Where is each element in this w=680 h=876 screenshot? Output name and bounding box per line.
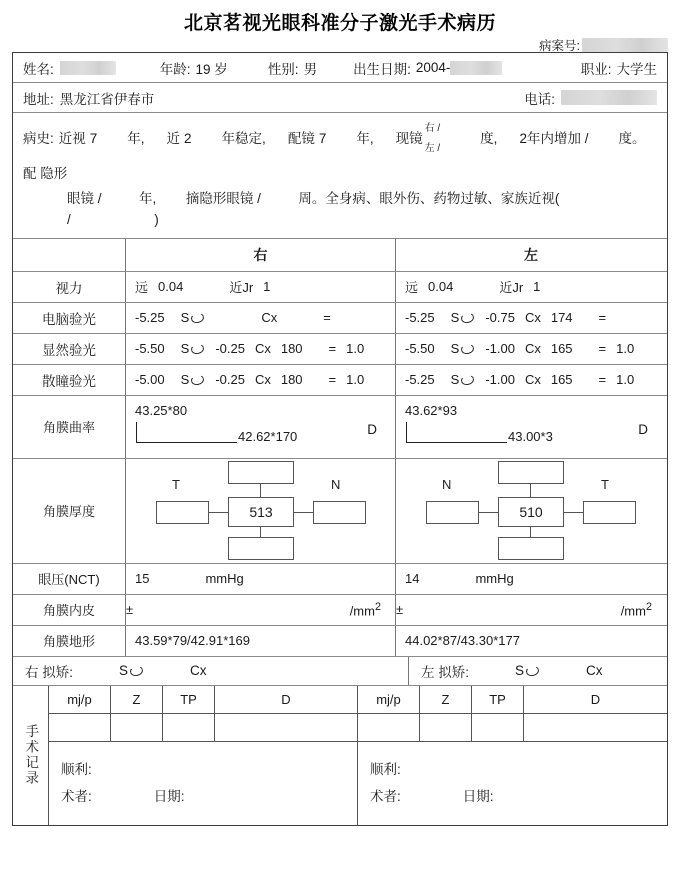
cr-cyl-r: -0.25 (215, 372, 245, 388)
gender-field (268, 58, 317, 78)
ar-s-r: S (180, 310, 190, 326)
surgery-col-d: D (215, 686, 357, 714)
mr-eq-l: = (598, 341, 607, 357)
ar-axis-l: 174 (550, 310, 573, 326)
thickness-box-center-r[interactable]: 513 (228, 497, 294, 527)
endothelium-value-right: ± (126, 602, 134, 618)
thickness-marker-left-l: N (442, 476, 452, 492)
current-glasses-eyes (425, 123, 441, 154)
iop-unit-right: mmHg (205, 571, 244, 587)
endothelium-label: 角膜内皮 (13, 595, 126, 625)
mr-cyl-r: -0.25 (215, 341, 245, 357)
mr-cyl-l: -1.00 (485, 341, 515, 357)
surgery-record-row (13, 686, 667, 825)
mr-axis-r: 180 (280, 341, 303, 357)
va-far-value-l: 0.04 (428, 279, 454, 295)
iop-value-right: 15 (135, 571, 150, 587)
cr-cx-label-l: Cx (524, 372, 541, 388)
ar-sph-l: -5.25 (405, 310, 435, 326)
corneal-thickness-label: 角膜厚度 (13, 459, 126, 563)
sphere-ring-icon (190, 342, 205, 354)
planned-label-right: 右 拟矫: (25, 664, 74, 680)
iop-unit-left: mmHg (475, 571, 514, 587)
autorefraction-label: 电脑验光 (13, 303, 126, 333)
surgery-table-right-eye (49, 686, 358, 742)
phone-label: 电话: (524, 91, 555, 107)
surgery-val-mjp[interactable] (358, 714, 420, 742)
surgery-val-tp[interactable] (472, 714, 524, 742)
smooth-label-right: 顺利: (61, 761, 92, 777)
thickness-diagram-right (126, 459, 395, 563)
glasses-label: 配镜 (287, 130, 315, 146)
visual-acuity-label: 视力 (13, 272, 126, 302)
topography-label: 角膜地形 (13, 626, 126, 656)
iop-left (396, 571, 666, 586)
planned-correction-left (409, 657, 667, 685)
planned-s-left: S (515, 663, 525, 679)
surgery-col-tp: TP (163, 686, 215, 714)
curvature-k1-left: 43.62*93 (405, 402, 458, 418)
address-value: 黑龙江省伊春市 (59, 91, 155, 107)
thickness-box-temporal-l[interactable] (583, 501, 636, 524)
corneal-curvature-row (13, 396, 667, 459)
surgery-val-mjp[interactable] (49, 714, 111, 742)
age-field (160, 58, 228, 78)
manifest-refraction-right (126, 341, 395, 356)
surgery-value-row (49, 714, 357, 742)
surgery-col-z: Z (420, 686, 472, 714)
cr-sph-l: -5.25 (405, 372, 435, 388)
cr-va-l: 1.0 (616, 372, 635, 388)
thickness-box-nasal-l[interactable] (426, 501, 479, 524)
smooth-label-left: 顺利: (370, 761, 401, 777)
endothelium-value-left: ± (396, 602, 404, 618)
occupation-value: 大学生 (616, 61, 657, 77)
thickness-marker-right-l: T (601, 476, 609, 492)
thickness-connector-right-r (294, 512, 313, 513)
va-near-label-l: 近Jr (499, 280, 524, 296)
surgery-table-left-eye (358, 686, 667, 742)
manifest-refraction-row (13, 334, 667, 365)
thickness-box-inferior-l[interactable] (498, 537, 564, 560)
endothelium-unit-left: $/mm^2$ (620, 601, 652, 619)
surgery-val-tp[interactable] (163, 714, 215, 742)
cr-axis-l: 165 (550, 372, 573, 388)
occupation-field (581, 58, 667, 78)
current-glasses-label: 现镜 (395, 130, 423, 146)
ar-s-l: S (450, 310, 460, 326)
patient-info-row (13, 53, 667, 83)
sphere-ring-icon (129, 664, 144, 676)
autorefraction-row (13, 303, 667, 334)
contact-year-unit: 年, (139, 190, 157, 206)
date-label-left: 日期: (462, 789, 494, 805)
remove-contact-label: 摘隐形眼镜 / (185, 190, 261, 206)
sphere-ring-icon (460, 311, 475, 323)
ar-eq-l: = (598, 310, 607, 326)
mr-cx-label-r: Cx (254, 341, 271, 357)
cr-sph-r: -5.00 (135, 372, 165, 388)
sphere-ring-icon (525, 664, 540, 676)
surgery-header-row (358, 686, 667, 714)
surgery-col-z: Z (111, 686, 163, 714)
increase-unit: 度。 (618, 130, 646, 146)
surgery-record-label: 手术记录 (13, 686, 49, 825)
visual-acuity-right (126, 277, 395, 296)
ar-cyl-l: -0.75 (485, 310, 515, 326)
curvature-k2-right: 42.62*170 (238, 428, 298, 444)
iop-right (126, 571, 395, 586)
eye-header-row (13, 239, 667, 272)
autorefraction-left (396, 310, 666, 325)
surgery-notes-right-eye (49, 742, 358, 825)
gender-value: 男 (303, 61, 318, 77)
topography-right: 43.59*79/42.91*169 (135, 633, 250, 649)
record-frame (12, 52, 668, 826)
left-eye-header: 左 (524, 246, 538, 263)
thickness-connector-left-l (479, 512, 498, 513)
page-title: 北京茗视光眼科准分子激光手术病历 (183, 13, 496, 34)
contact-lens-line: 配 隐形 (23, 166, 68, 181)
name-field (23, 58, 116, 78)
occupation-label: 职业: (580, 61, 612, 77)
cr-s-l: S (450, 372, 460, 388)
cr-cyl-l: -1.00 (485, 372, 515, 388)
eye-header-blank (13, 239, 126, 271)
thickness-box-nasal-r[interactable] (313, 501, 366, 524)
myopia-years: 7 (89, 130, 98, 146)
autorefraction-right (126, 310, 395, 325)
surgery-val-d[interactable] (215, 714, 357, 742)
address-field (23, 88, 154, 108)
iop-value-left: 14 (405, 571, 420, 587)
mr-eq-r: = (328, 341, 337, 357)
topography-left: 44.02*87/43.30*177 (405, 633, 520, 649)
surgery-val-z[interactable] (420, 714, 472, 742)
sphere-ring-icon (190, 311, 205, 323)
thickness-connector-superior-r (260, 484, 261, 498)
cr-va-r: 1.0 (346, 372, 365, 388)
name-label: 姓名: (23, 61, 54, 77)
history-row (13, 113, 667, 239)
topography-row (13, 626, 667, 657)
surgeon-label-left: 术者: (370, 789, 401, 805)
planned-s-right: S (119, 663, 129, 679)
mr-axis-l: 165 (550, 341, 573, 357)
glasses-years: 7 (318, 130, 327, 146)
right-eye-header: 右 (126, 239, 396, 271)
mr-cx-label-l: Cx (524, 341, 541, 357)
sphere-ring-icon (460, 342, 475, 354)
curvature-right (126, 396, 395, 458)
thickness-box-temporal-r[interactable] (156, 501, 209, 524)
endothelium-unit-right: $/mm^2$ (349, 601, 381, 619)
degree-unit: 度, (480, 130, 498, 146)
surgeon-label-right: 术者: (61, 789, 92, 805)
thickness-box-inferior-r[interactable] (228, 537, 294, 560)
curvature-bracket-icon (136, 422, 237, 443)
manifest-refraction-label: 显然验光 (13, 334, 126, 364)
corneal-curvature-label: 角膜曲率 (13, 396, 126, 458)
planned-cx-right: Cx (190, 663, 207, 679)
curvature-unit-right: D (367, 421, 377, 437)
iop-row (13, 564, 667, 595)
thickness-box-superior-l[interactable] (498, 461, 564, 484)
date-label-right: 日期: (153, 789, 185, 805)
phone-redaction (561, 90, 657, 105)
thickness-marker-right-r: N (331, 476, 341, 492)
address-label: 地址: (23, 91, 54, 107)
va-far-value-r: 0.04 (158, 279, 184, 295)
ar-cx-label-l: Cx (524, 310, 541, 326)
case-number-redaction (582, 38, 668, 52)
thickness-box-center-l[interactable]: 510 (498, 497, 564, 527)
ar-cx-label-r: Cx (261, 310, 278, 326)
surgery-col-tp: TP (472, 686, 524, 714)
va-near-value-r: 1 (263, 279, 271, 295)
surgery-col-mjp: mj/p (49, 686, 111, 714)
birthdate-label: 出生日期: (353, 61, 411, 77)
cr-eq-l: = (598, 372, 607, 388)
thickness-box-superior-r[interactable] (228, 461, 294, 484)
mr-sph-l: -5.50 (405, 341, 435, 357)
family-history-paren: ) (154, 212, 159, 228)
cycloplegic-refraction-label: 散瞳验光 (13, 365, 126, 395)
planned-label-left: 左 拟矫: (421, 664, 470, 680)
case-number-label: 病案号: (539, 39, 580, 53)
age-label: 年龄: (159, 61, 191, 77)
cycloplegic-refraction-right (126, 372, 395, 387)
thickness-marker-left-r: T (172, 476, 180, 492)
va-far-label-r: 远 (135, 280, 149, 296)
cycloplegic-refraction-left (396, 372, 666, 387)
surgery-notes-left-eye (358, 742, 667, 825)
va-near-value-l: 1 (533, 279, 541, 295)
myopia-year-unit: 年, (127, 130, 145, 146)
planned-correction-row (13, 657, 667, 686)
stable-label: 近 (166, 130, 181, 146)
cr-eq-r: = (328, 372, 337, 388)
endothelium-left (396, 601, 666, 618)
family-history-slash: / (67, 212, 71, 228)
iop-label: 眼压(NCT) (13, 564, 126, 594)
history-block (13, 113, 667, 238)
gender-label: 性别: (267, 61, 299, 77)
increase-label: 2年内增加 / (519, 130, 589, 146)
endothelium-right (126, 601, 395, 618)
thickness-diagram-left (396, 459, 666, 563)
current-right-eye: 右 / (424, 123, 441, 134)
curvature-left (396, 396, 666, 458)
contact-glasses-label: 眼镜 / (67, 190, 102, 206)
mr-va-r: 1.0 (346, 341, 365, 357)
corneal-thickness-row (13, 459, 667, 564)
birthdate-field (353, 58, 502, 78)
va-far-label-l: 远 (405, 280, 419, 296)
curvature-bracket-icon (406, 422, 507, 443)
stable-unit: 年稳定, (221, 130, 266, 146)
endothelium-row (13, 595, 667, 626)
systemic-history-label: 周。全身病、眼外伤、药物过敏、家族近视( (298, 190, 560, 206)
age-value: 19 岁 (195, 61, 228, 77)
surgery-col-mjp: mj/p (358, 686, 420, 714)
visual-acuity-row (13, 272, 667, 303)
cr-cx-label-r: Cx (254, 372, 271, 388)
surgery-col-d: D (524, 686, 667, 714)
address-row (13, 83, 667, 113)
mr-sph-r: -5.50 (135, 341, 165, 357)
curvature-k2-left: 43.00*3 (508, 428, 553, 444)
stable-years: 2 (184, 130, 192, 146)
surgery-value-row (358, 714, 667, 742)
ar-eq-r: = (323, 310, 331, 326)
phone-field (524, 88, 667, 108)
ar-sph-r: -5.25 (135, 310, 165, 326)
mr-s-l: S (450, 341, 460, 357)
visual-acuity-left (396, 277, 666, 296)
planned-correction-right (13, 657, 409, 685)
current-left-eye: 左 / (424, 142, 441, 154)
sphere-ring-icon (460, 373, 475, 385)
mr-va-l: 1.0 (616, 341, 635, 357)
va-near-label-r: 近Jr (229, 280, 254, 296)
name-redaction (60, 61, 116, 75)
sphere-ring-icon (190, 373, 205, 385)
thickness-connector-right-l (564, 512, 583, 513)
surgery-val-z[interactable] (111, 714, 163, 742)
planned-cx-left: Cx (586, 663, 603, 679)
cycloplegic-refraction-row (13, 365, 667, 396)
birthdate-redaction (450, 61, 502, 75)
cr-s-r: S (180, 372, 190, 388)
manifest-refraction-left (396, 341, 666, 356)
thickness-connector-left-r (209, 512, 228, 513)
mr-s-r: S (180, 341, 190, 357)
glasses-unit: 年, (356, 130, 374, 146)
curvature-k1-right: 43.25*80 (135, 402, 188, 418)
birthdate-value: 2004- (415, 60, 451, 75)
cr-axis-r: 180 (280, 372, 303, 388)
curvature-unit-left: D (638, 421, 648, 437)
surgery-header-row (49, 686, 357, 714)
thickness-connector-superior-l (530, 484, 531, 498)
myopia-label: 近视 (58, 130, 86, 146)
history-prefix: 病史: (23, 130, 54, 146)
surgery-val-d[interactable] (524, 714, 667, 742)
